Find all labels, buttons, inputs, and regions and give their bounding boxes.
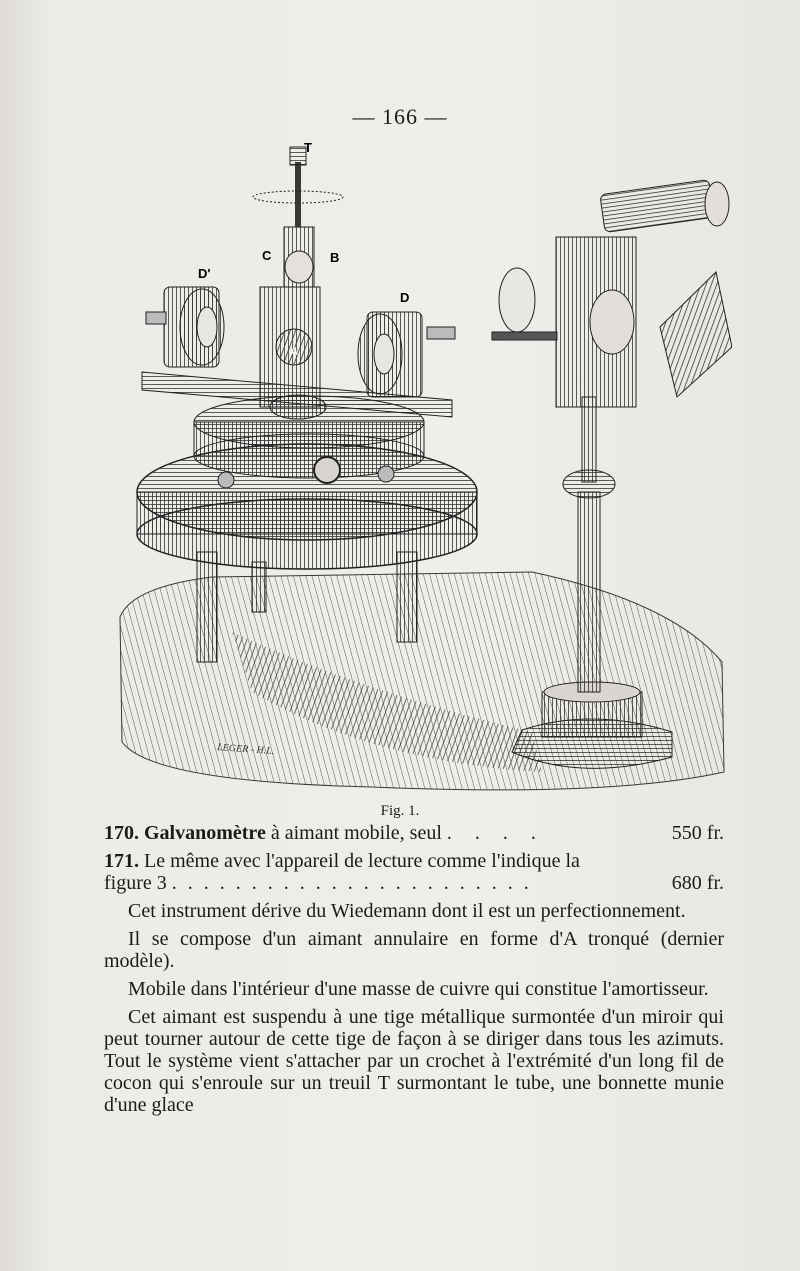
entry-title: Galvanomètre <box>144 822 266 844</box>
central-column <box>253 147 343 419</box>
figure-caption: Fig. 1. <box>380 803 420 819</box>
entry-price: 550 fr. <box>671 822 724 844</box>
entry-text-line2: figure 3 <box>104 872 167 894</box>
galvanometer-engraving <box>112 132 732 797</box>
leader-dots: . . . . <box>446 822 545 844</box>
label-b: B <box>330 250 340 265</box>
catalog-entry-170 <box>104 822 724 844</box>
entry-price: 680 fr. <box>671 872 724 894</box>
paragraph: Il se compose d'un aimant annulaire en forme d'A tronqué (dernier modèle). <box>104 928 724 972</box>
entry-text-line1: Le même avec l'appareil de lecture comme l'indique la <box>139 850 580 872</box>
entry-number: 171. <box>104 850 139 872</box>
label-c: C <box>262 248 272 263</box>
paragraph: Cet aimant est suspendu à une tige métallique surmontée d'un miroir qui peut tourner autour de cette tige de façon à se diriger dans tous les azimuts. Tout le système vient s'attacher par un crochet à l'extrémité d'un long fil de cocon qui s'enroule sur un treuil T surmontant le tube, une bonnette munie d'une glace <box>104 1006 724 1116</box>
entry-number: 170. <box>104 822 139 844</box>
leader-dots: . . . . . . . . . . . . . . . . . . . . . . . <box>171 872 532 894</box>
body-text <box>104 822 724 1122</box>
label-a: A <box>290 346 298 358</box>
paragraph: Cet instrument dérive du Wiedemann dont il est un perfectionnement. <box>128 900 686 922</box>
label-d-prime: D' <box>198 266 211 281</box>
label-d: D <box>400 290 410 305</box>
catalog-entry-171 <box>104 850 724 894</box>
page-number: — 166 — <box>352 104 448 129</box>
engraver-signature: LEGER - H.L. <box>216 742 275 757</box>
entry-text: à aimant mobile, seul <box>265 822 442 844</box>
label-t: T <box>304 140 312 155</box>
paragraph: Mobile dans l'intérieur d'une masse de cuivre qui constitue l'amortisseur. <box>128 978 709 1000</box>
